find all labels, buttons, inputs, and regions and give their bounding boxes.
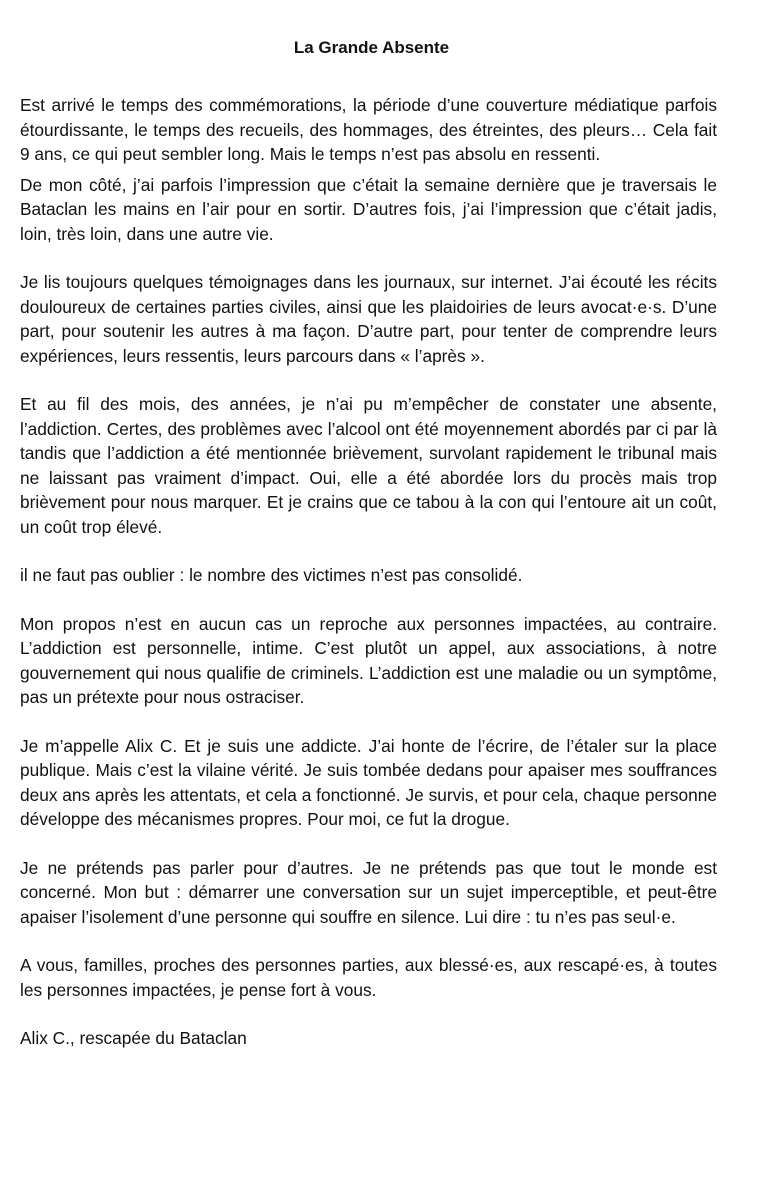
paragraph-confession: Je m’appelle Alix C. Et je suis une addicte. J’ai honte de l’écrire, de l’étaler sur la place publique. Mais c’est la vilaine vérité. Je suis tombée dedans pour apaiser mes souffrances deux ans après les attentats, et cela a fonctionné. Je survis, et pour cela, chaque personne développe des mécanismes propres. Pour moi, ce fut la drogue. [20, 735, 717, 829]
document-page [20, 36, 717, 1051]
paragraph-impression: De mon côté, j’ai parfois l’impression que c’était la semaine dernière que je traversais le Bataclan les mains en l’air pour en sortir. D’autres fois, j’ai l’impression que c’était jadis, loin, très loin, dans une autre vie. [20, 174, 717, 244]
paragraph-testimonies: Je lis toujours quelques témoignages dans les journaux, sur internet. J’ai écouté les récits douloureux de certaines parties civiles, ainsi que les plaidoiries de leurs avocat·e·s. D’une part, pour soutenir les autres à ma façon. D’autre part, pour tenter de comprendre leurs expériences, leurs ressentis, leurs parcours dans « l’après ». [20, 272, 717, 366]
document-title: La Grande Absente [293, 38, 450, 57]
paragraph-addiction-absent: Et au fil des mois, des années, je n’ai pu m’empêcher de constater une absente, l’addiction. Certes, des problèmes avec l’alcool ont été moyennement abordés par ci par là tandis que l’addiction a été mentionnée brièvement, survolant rapidement le tribunal mais ne laissant pas vraiment d’impact. Oui, elle a été abordée lors du procès mais trop brièvement pour nous marquer. Et je crains que ce tabou à la con qui l’entoure ait un coût, un coût trop élevé. [20, 394, 717, 537]
paragraph-intro: Est arrivé le temps des commémorations, la période d’une couverture médiatique parfois étourdissante, le temps des recueils, des hommages, des étreintes, des pleurs… Cela fait 9 ans, ce qui peut sembler long. Mais le temps n’est pas absolu en ressenti. [20, 95, 717, 164]
paragraph-appeal: Mon propos n’est en aucun cas un reproche aux personnes impactées, au contraire. L’addiction est personnelle, intime. C’est plutôt un appel, aux associations, à notre gouvernement qui nous qualifie de criminels. L’addiction est une maladie ou un symptôme, pas un prétexte pour nous ostraciser. [20, 613, 717, 707]
paragraph-victims-count: il ne faut pas oublier : le nombre des victimes n’est pas consolidé. [20, 565, 523, 585]
paragraph-purpose: Je ne prétends pas parler pour d’autres. Je ne prétends pas que tout le monde est concerné. Mon but : démarrer une conversation sur un sujet imperceptible, et peut-être apaiser l’isolement d’une personne qui souffre en silence. Lui dire : tu n’es pas seul·e. [20, 857, 717, 927]
signature: Alix C., rescapée du Bataclan [20, 1028, 247, 1048]
paragraph-dedication: A vous, familles, proches des personnes parties, aux blessé·es, aux rescapé·es, à toutes les personnes impactées, je pense fort à vous. [20, 955, 717, 1000]
